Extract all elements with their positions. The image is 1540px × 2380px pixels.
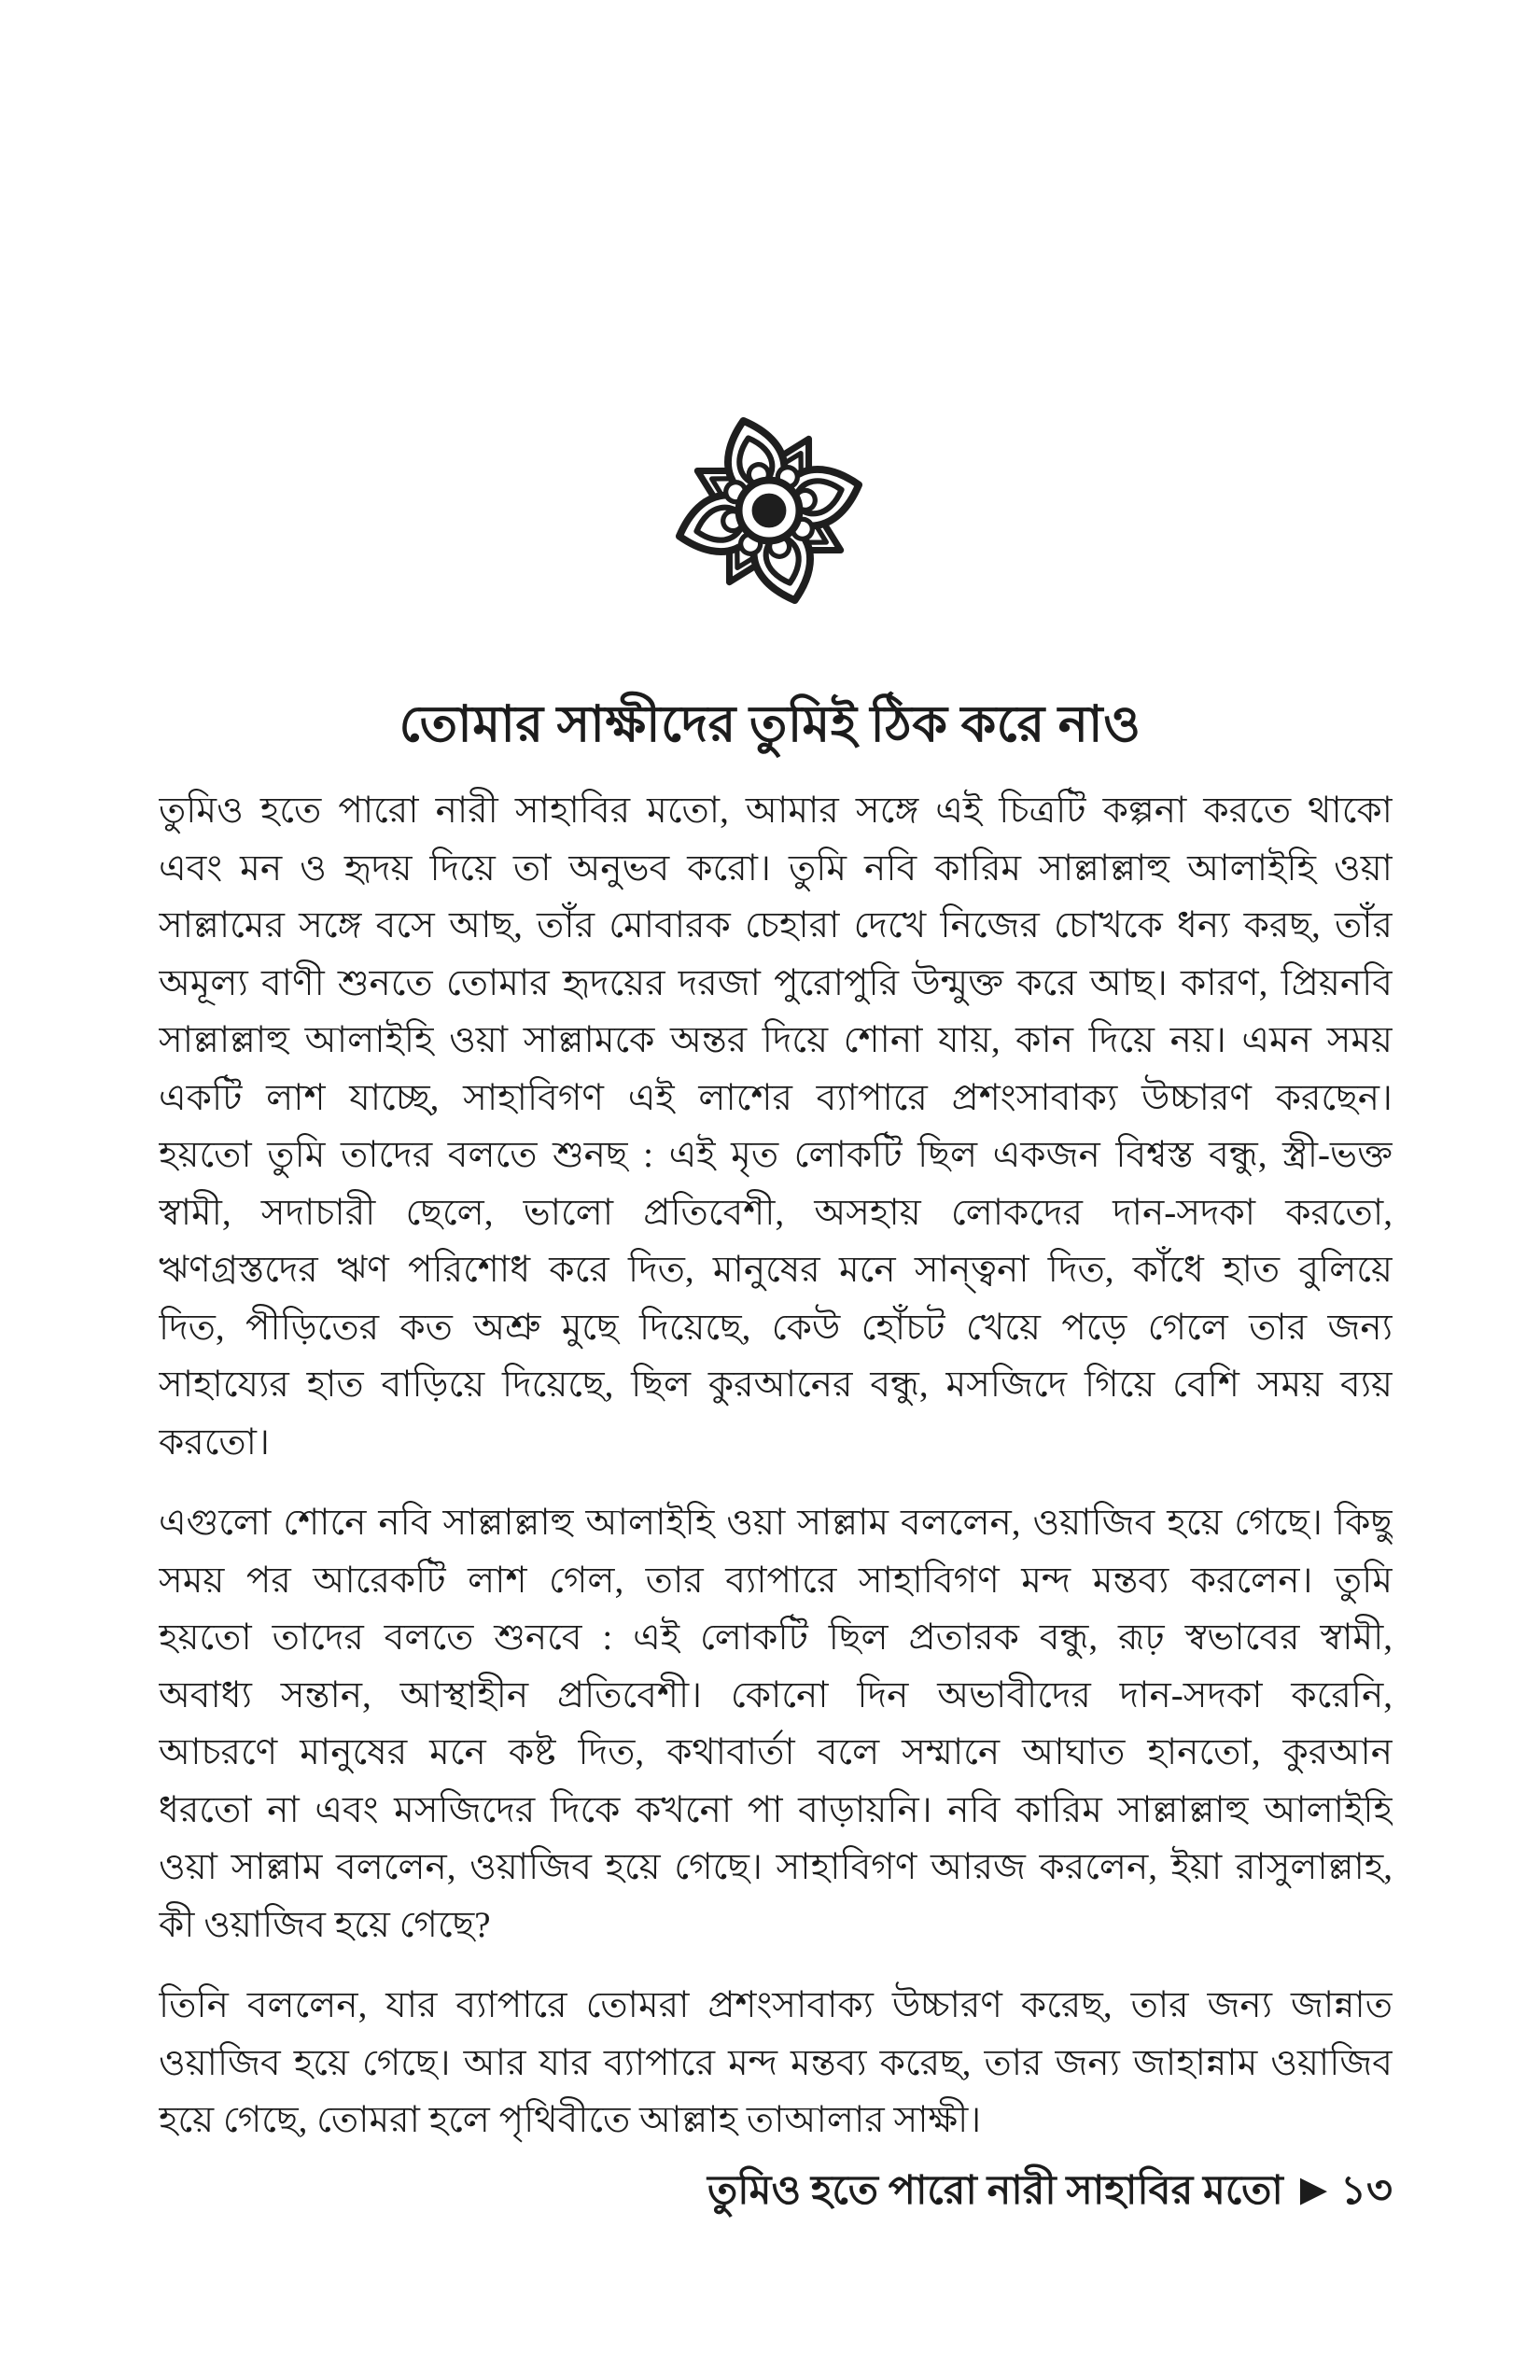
- body-line: সময় পর আরেকটি লাশ গেল, তার ব্যাপারে সাহাবিগণ মন্দ মন্তব্য করলেন। তুমি: [159, 1560, 1393, 1601]
- page-footer: [159, 2162, 1393, 2222]
- body-line: তুমিও হতে পারো নারী সাহাবির মতো, আমার সঙ্গে এই চিত্রটি কল্পনা করতে থাকো: [159, 791, 1393, 831]
- footer-running-title: তুমিও হতে পারো নারী সাহাবির মতো: [707, 2169, 1283, 2213]
- body-line: হয়তো তাদের বলতে শুনবে : এই লোকটি ছিল প্রতারক বন্ধু, রূঢ় স্বভাবের স্বামী,: [159, 1617, 1393, 1658]
- body-line: তিনি বললেন, যার ব্যাপারে তোমরা প্রশংসাবাক্য উচ্চারণ করেছ, তার জন্য জান্নাত: [159, 1985, 1393, 2025]
- paragraph-2: [159, 1494, 1393, 1953]
- body-line: আচরণে মানুষের মনে কষ্ট দিত, কথাবার্তা বলে সম্মানে আঘাত হানতো, কুরআন: [159, 1732, 1393, 1772]
- body-line: হয়তো তুমি তাদের বলতে শুনছ : এই মৃত লোকটি ছিল একজন বিশ্বস্ত বন্ধু, স্ত্রী-ভক্ত: [159, 1135, 1393, 1175]
- body-line: সাল্লাল্লাহু আলাইহি ওয়া সাল্লামকে অন্তর দিয়ে শোনা যায়, কান দিয়ে নয়। এমন সময়: [159, 1020, 1393, 1060]
- footer-arrow-icon: ▶: [1299, 2170, 1328, 2209]
- body-line: ওয়াজিব হয়ে গেছে। আর যার ব্যাপারে মন্দ মন্তব্য করেছ, তার জন্য জাহান্নাম ওয়াজিব: [159, 2042, 1393, 2083]
- body-line: এবং মন ও হৃদয় দিয়ে তা অনুভব করো। তুমি নবি কারিম সাল্লাল্লাহু আলাইহি ওয়া: [159, 847, 1393, 889]
- body-line: ওয়া সাল্লাম বললেন, ওয়াজিব হয়ে গেছে। সাহাবিগণ আরজ করলেন, ইয়া রাসুলাল্লাহ,: [159, 1847, 1393, 1887]
- body-line: এগুলো শোনে নবি সাল্লাল্লাহু আলাইহি ওয়া সাল্লাম বললেন, ওয়াজিব হয়ে গেছে। কিছু: [159, 1503, 1393, 1543]
- paragraph-3: [159, 1977, 1393, 2149]
- paragraph-1: [159, 782, 1393, 1471]
- body-line: কী ওয়াজিব হয়ে গেছে?: [159, 1904, 491, 1945]
- body-line: দিত, পীড়িতের কত অশ্রু মুছে দিয়েছে, কেউ হোঁচট খেয়ে পড়ে গেলে তার জন্য: [159, 1307, 1393, 1348]
- body-line: একটি লাশ যাচ্ছে, সাহাবিগণ এই লাশের ব্যাপারে প্রশংসাবাক্য উচ্চারণ করছেন।: [159, 1077, 1393, 1118]
- footer-page-number: ১৩: [1340, 2169, 1393, 2213]
- body-content: [159, 782, 1393, 2173]
- body-line: সাল্লামের সঙ্গে বসে আছ, তাঁর মোবারক চেহারা দেখে নিজের চোখকে ধন্য করছ, তাঁর: [159, 905, 1393, 945]
- body-line: হয়ে গেছে, তোমরা হলে পৃথিবীতে আল্লাহ তাআলার সাক্ষী।: [159, 2100, 982, 2140]
- body-line: স্বামী, সদাচারী ছেলে, ভালো প্রতিবেশী, অসহায় লোকদের দান-সদকা করতো,: [159, 1192, 1393, 1233]
- body-line: অবাধ্য সন্তান, আস্থাহীন প্রতিবেশী। কোনো দিন অভাবীদের দান-সদকা করেনি,: [159, 1674, 1393, 1715]
- body-line: অমূল্য বাণী শুনতে তোমার হৃদয়ের দরজা পুরোপুরি উন্মুক্ত করে আছ। কারণ, প্রিয়নবি: [159, 962, 1393, 1003]
- body-line: সাহায্যের হাত বাড়িয়ে দিয়েছে, ছিল কুরআনের বন্ধু, মসজিদে গিয়ে বেশি সময় ব্যয়: [159, 1365, 1393, 1405]
- body-line: ঋণগ্রস্তদের ঋণ পরিশোধ করে দিত, মানুষের মনে সান্ত্বনা দিত, কাঁধে হাত বুলিয়ে: [159, 1250, 1393, 1290]
- body-line: ধরতো না এবং মসজিদের দিকে কখনো পা বাড়ায়নি। নবি কারিম সাল্লাল্লাহু আলাইহি: [159, 1789, 1393, 1830]
- body-line: করতো।: [159, 1421, 270, 1463]
- flower-ornament-icon: [663, 409, 875, 612]
- chapter-heading: তোমার সাক্ষীদের তুমিই ঠিক করে নাও: [399, 696, 1141, 753]
